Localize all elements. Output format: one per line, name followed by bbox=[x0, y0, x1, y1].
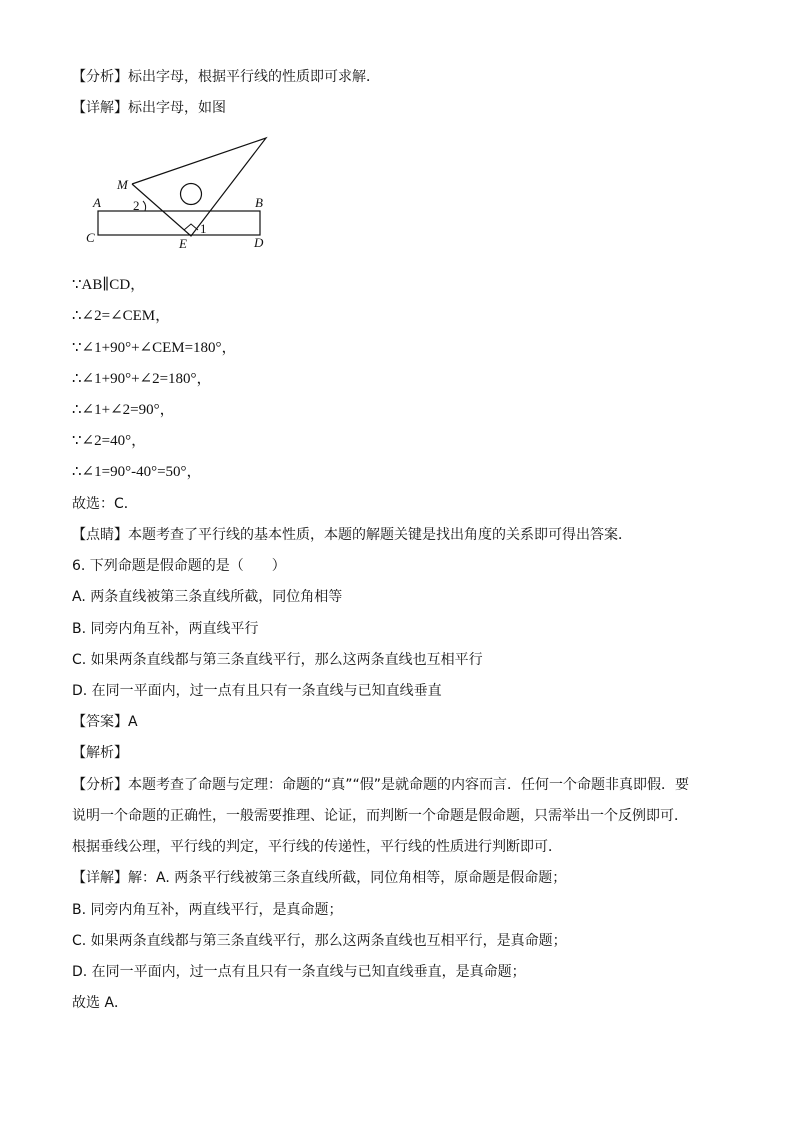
label-M: M bbox=[117, 177, 128, 192]
answer-line: 【答案】A bbox=[72, 714, 138, 730]
detail-solution-d: D. 在同一平面内，过一点有且只有一条直线与已知直线垂直，是真命题； bbox=[72, 964, 526, 980]
geometry-figure bbox=[84, 132, 284, 256]
label-angle-1: 1 bbox=[200, 221, 207, 236]
dianjing-note: 【点睛】本题考查了平行线的基本性质，本题的解题关键是找出角度的关系即可得出答案． bbox=[72, 527, 632, 543]
option-b: B. 同旁内角互补，两直线平行 bbox=[72, 621, 259, 637]
choice-conclusion: 故选：C． bbox=[72, 496, 138, 512]
label-angle-2: 2 bbox=[133, 198, 140, 213]
analysis-paragraph-2: 说明一个命题的正确性，一般需要推理、论证，而判断一个命题是假命题，只需举出一个反例即可． bbox=[72, 808, 688, 824]
step-7: ∴∠1=90°-40°=50°， bbox=[72, 464, 202, 480]
step-4: ∴∠1+90°+∠2=180°， bbox=[72, 371, 212, 387]
option-d: D. 在同一平面内，过一点有且只有一条直线与已知直线垂直 bbox=[72, 683, 442, 699]
analysis-paragraph-3: 根据垂线公理，平行线的判定，平行线的传递性，平行线的性质进行判断即可． bbox=[72, 839, 562, 855]
detail-solution-c: C. 如果两条直线都与第三条直线平行，那么这两条直线也互相平行，是真命题； bbox=[72, 933, 567, 949]
final-choice: 故选 A． bbox=[72, 995, 129, 1011]
detail-solution-b: B. 同旁内角互补，两直线平行，是真命题； bbox=[72, 902, 343, 918]
jiexi-heading: 【解析】 bbox=[72, 745, 128, 761]
label-D: D bbox=[254, 235, 264, 250]
detail-line: 【详解】标出字母，如图 bbox=[72, 100, 226, 116]
step-6: ∵∠2=40°， bbox=[72, 433, 147, 449]
angle-2-arc bbox=[143, 201, 146, 211]
option-a: A. 两条直线被第三条直线所截，同位角相等 bbox=[72, 589, 343, 605]
label-A: A bbox=[93, 195, 101, 210]
step-2: ∴∠2=∠CEM， bbox=[72, 308, 171, 324]
option-c: C. 如果两条直线都与第三条直线平行，那么这两条直线也互相平行 bbox=[72, 652, 483, 668]
set-square-hole bbox=[181, 184, 202, 205]
label-E: E bbox=[179, 236, 187, 251]
label-C: C bbox=[86, 230, 95, 245]
step-3: ∵∠1+90°+∠CEM=180°， bbox=[72, 340, 237, 356]
parallel-lines-rectangle bbox=[98, 211, 260, 235]
step-5: ∴∠1+∠2=90°， bbox=[72, 402, 175, 418]
detail-solution-a: 【详解】解：A. 两条平行线被第三条直线所截，同位角相等，原命题是假命题； bbox=[72, 870, 567, 886]
question-6: 6. 下列命题是假命题的是（ ） bbox=[72, 558, 286, 574]
analysis-line: 【分析】标出字母，根据平行线的性质即可求解． bbox=[72, 69, 380, 85]
step-1: ∵AB∥CD， bbox=[72, 277, 146, 293]
label-B: B bbox=[255, 195, 263, 210]
analysis-paragraph-1: 【分析】本题考查了命题与定理：命题的“真”“假”是就命题的内容而言．任何一个命题非真即假．要 bbox=[72, 777, 690, 793]
